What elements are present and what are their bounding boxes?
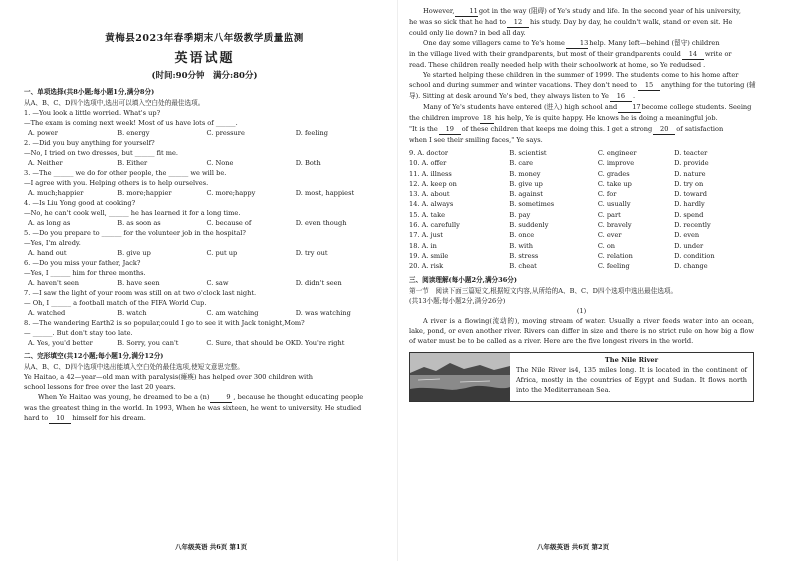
- table-row: [409, 230, 754, 240]
- section3-instruction: 第一节 阅读下面三篇短文,根据短文内容,从所给的A、B、C、D四个选项中选出最佳选项。: [409, 286, 678, 295]
- answer-option[interactable]: C. because of: [206, 219, 252, 227]
- cloze-passage-line: However, 11got in the way (阻碍) of Ye's study and life. In the second year of his university,: [423, 7, 741, 15]
- answer-option[interactable]: B. scientist: [509, 149, 547, 157]
- cloze-passage-line: school lessons for free over the last 20 years.: [24, 383, 176, 391]
- answer-blank[interactable]: 11: [455, 6, 477, 17]
- answer-option[interactable]: B. give up: [117, 249, 151, 257]
- table-row: [409, 241, 754, 251]
- answer-option[interactable]: 10. A. offer: [409, 159, 447, 168]
- answer-blank[interactable]: 12: [507, 17, 529, 28]
- cloze-passage-line: in the village lived with their grandparents, but most of their grandparents could 14 write or: [409, 50, 732, 58]
- table-row: [409, 179, 754, 189]
- exam-time-info: (时间:90分钟 满分:80分): [151, 71, 258, 81]
- cloze-passage-line: Many of Ye's students have entered (进入) high school and 17become college students. Seeing: [423, 103, 752, 111]
- answer-option[interactable]: A. Yes, you'd better: [28, 339, 93, 347]
- question-response-line: —No, I tried on two dresses, but ______ fit me.: [24, 149, 179, 157]
- question-options: [24, 218, 385, 228]
- question-response-line: —Yes, I'm alredy.: [24, 239, 81, 247]
- question-line: 4. —Is Liu Yong good at cooking?: [24, 199, 136, 207]
- table-row: [409, 199, 754, 209]
- answer-option[interactable]: 19. A. smile: [409, 251, 449, 260]
- answer-option[interactable]: A. as long as: [28, 219, 71, 227]
- answer-option[interactable]: C. bravely: [597, 221, 632, 230]
- answer-option[interactable]: D. feeling: [295, 129, 328, 137]
- answer-option[interactable]: B. energy: [117, 129, 150, 137]
- answer-option[interactable]: D. spend: [674, 210, 704, 219]
- answer-blank[interactable]: 9: [210, 392, 232, 403]
- question-options: [24, 278, 385, 288]
- river-paragraph: A river is a flowing(流动的), moving stream of water. Usually a river feeds water into an ocean, lake, pond, or even another river. Rivers can differ in size and there is no strict rule on how big a flow of water must be to be called as a river. Here are the five longest rivers in the world.: [409, 316, 754, 345]
- table-row: [409, 261, 754, 271]
- answer-option[interactable]: A. Neither: [28, 159, 63, 167]
- subject-title: 英语试题: [174, 51, 235, 66]
- answer-blank[interactable]: 10: [49, 413, 71, 424]
- question-line: 6. —Do you miss your father, Jack?: [24, 259, 141, 267]
- answer-blank[interactable]: 19: [439, 124, 461, 135]
- section3-header: 三、阅读理解(每小题2分,满分36分): [409, 275, 518, 284]
- answer-option[interactable]: 20. A. risk: [409, 262, 444, 271]
- answer-option[interactable]: D. most, happiest: [295, 189, 355, 197]
- cloze-options-table: [409, 148, 754, 272]
- exam-title: 黄梅县2023年春季期末八年级教学质量监测: [105, 33, 304, 44]
- answer-option[interactable]: B. stress: [509, 251, 539, 260]
- answer-option[interactable]: D. didn't seen: [295, 279, 342, 287]
- answer-option[interactable]: B. with: [509, 241, 534, 250]
- cloze-passage-line: Ye started helping these children in the summer of 1999. The students come to his home after: [423, 71, 739, 79]
- answer-option[interactable]: A. hand out: [28, 249, 67, 257]
- cloze-passage-line: read. These children really needed help with their schoolwork at home, so Ye redudsed .: [409, 61, 706, 69]
- answer-option[interactable]: D. You're right: [295, 339, 345, 347]
- answer-option[interactable]: B. care: [509, 159, 534, 168]
- question-line: 2. —Did you buy anything for yourself?: [24, 139, 155, 147]
- answer-option[interactable]: C. pressure: [206, 129, 245, 137]
- question-options: [24, 188, 385, 198]
- question-line: 3. —The ______ we do for other people, the ______ we will be.: [24, 169, 227, 177]
- question-response-line: —Yes, I ______ him for three months.: [24, 269, 146, 277]
- nile-description: The Nile River is4, 135 miles long. It is located in the continent of Africa, mostly in the countries of Egypt and Sudan. It flows north into the Mediterranean Sea.: [516, 365, 747, 394]
- section2-instruction: 从A、B、C、D四个选项中选出能填入空白处的最佳选项,使短文意思完整。: [24, 363, 244, 371]
- answer-option[interactable]: B. Either: [117, 159, 148, 167]
- answer-blank[interactable]: 17: [618, 102, 640, 113]
- page-footer: 八年级英语 共6页 第2页: [537, 543, 610, 551]
- answer-option[interactable]: D. change: [674, 262, 708, 271]
- section3-instruction-2: (共13小题;每小题2分,满分26分): [409, 296, 506, 305]
- answer-option[interactable]: C. ever: [597, 231, 622, 240]
- section1-instruction: 从A、B、C、D四个选项中,选出可以填入空白处的最佳选项。: [24, 99, 205, 107]
- answer-blank[interactable]: 20: [653, 124, 675, 135]
- nile-box: [409, 352, 754, 402]
- answer-option[interactable]: A. watched: [28, 309, 66, 317]
- right-page: [397, 0, 794, 561]
- answer-option[interactable]: C. None: [206, 159, 234, 167]
- cloze-passage-line: was the greatest thing in the world. In 1993, When he was sixteen, he went to university. He studied: [24, 404, 362, 412]
- section2-header: 二、完形填空(共12小题;每小题1分,满分12分): [24, 352, 164, 360]
- question-line: 1. —You look a little worried. What's up?: [24, 109, 161, 117]
- question-response-line: —The exam is coming next week! Most of us have lots of ______.: [24, 119, 238, 127]
- cloze-passage-line: "It is the 19 of these children that keeps me doing this. I get a strong 20 of satisfaction: [409, 125, 724, 133]
- table-row: [409, 220, 754, 230]
- answer-option[interactable]: D. toward: [674, 190, 707, 199]
- cloze-passage-line: he was so sick that he had to 12 his study. Day by day, he couldn't walk, stand or even sit. He: [409, 18, 733, 26]
- answer-option[interactable]: C. put up: [206, 249, 238, 257]
- question-options: [24, 128, 385, 138]
- section1-header: 一、单项选择(共8小题;每小题1分,满分8分): [24, 88, 155, 96]
- answer-blank[interactable]: 14: [682, 49, 704, 60]
- answer-option[interactable]: D. under: [674, 241, 704, 250]
- answer-option[interactable]: C. relation: [597, 251, 633, 260]
- question-options: [24, 248, 385, 258]
- page-footer: 八年级英语 共6页 第1页: [175, 543, 248, 551]
- answer-option[interactable]: B. sometimes: [509, 200, 555, 209]
- question-response-line: — ______. But don't stay too late.: [24, 329, 133, 337]
- table-row: [409, 169, 754, 179]
- question-line: 7. —I saw the light of your room was still on at two o'clock last night.: [24, 289, 257, 297]
- question-options: [24, 158, 385, 168]
- question-line: 5. —Do you prepare to ______ for the volunteer job in the hospital?: [24, 229, 246, 237]
- answer-option[interactable]: A. power: [28, 129, 58, 137]
- answer-option[interactable]: 16. A. carefully: [409, 221, 460, 230]
- answer-option[interactable]: D. nature: [674, 169, 706, 178]
- answer-option[interactable]: A. haven't seen: [28, 279, 79, 287]
- nile-title: The Nile River: [604, 355, 659, 364]
- answer-blank[interactable]: 15: [638, 80, 660, 91]
- table-row: [409, 251, 754, 261]
- answer-option[interactable]: D. teacter: [674, 149, 708, 157]
- answer-option[interactable]: C. for: [597, 190, 617, 199]
- cloze-passage-line: 导). Sitting at desk around Ye's bed, they always listen to Ye 16 .: [409, 92, 636, 100]
- cloze-passage-line: school and during summer and winter vacations. They don't need to 15 anything for the tutoring (辅: [409, 81, 756, 89]
- answer-option[interactable]: B. Sorry, you can't: [117, 339, 179, 347]
- answer-option[interactable]: B. watch: [117, 309, 147, 317]
- table-row: [409, 189, 754, 199]
- answer-option[interactable]: 18. A. in: [409, 241, 437, 250]
- question-response-line: —No, he can't cook well, ______ he has learned it for a long time.: [24, 209, 241, 217]
- answer-option[interactable]: D. recently: [674, 221, 711, 230]
- answer-option[interactable]: 17. A. just: [409, 231, 443, 240]
- passage-number: (1): [576, 306, 587, 315]
- answer-option[interactable]: C. feeling: [597, 262, 630, 271]
- answer-option[interactable]: C. take up: [597, 179, 632, 188]
- answer-blank[interactable]: 18: [480, 113, 494, 124]
- answer-option[interactable]: D. try on: [674, 179, 704, 188]
- question-options: [24, 338, 385, 348]
- cloze-passage-line: hard to 10 himself for his dream.: [24, 414, 146, 422]
- answer-blank[interactable]: 16: [610, 91, 632, 102]
- table-row: [409, 210, 754, 220]
- cloze-passage-line: the children improve 18 his help, Ye is quite happy. He knows he is doing a meaningful job.: [409, 114, 718, 122]
- table-row: [409, 158, 754, 168]
- answer-option[interactable]: C. usually: [597, 200, 631, 209]
- answer-option[interactable]: B. as soon as: [117, 219, 161, 227]
- answer-option[interactable]: 14. A. always: [409, 200, 454, 209]
- answer-option[interactable]: C. on: [597, 241, 616, 250]
- answer-option[interactable]: C. grades: [597, 169, 630, 178]
- answer-option[interactable]: B. against: [509, 190, 543, 199]
- answer-option[interactable]: B. cheat: [509, 262, 537, 271]
- answer-option[interactable]: B. more;happier: [117, 189, 172, 197]
- answer-option[interactable]: A. much;happier: [28, 189, 84, 197]
- answer-option[interactable]: C. engineer: [597, 149, 637, 157]
- answer-option[interactable]: D. even: [674, 231, 700, 240]
- answer-option[interactable]: D. condition: [674, 251, 715, 260]
- answer-option[interactable]: B. have seen: [117, 279, 160, 287]
- answer-option[interactable]: B. once: [509, 231, 535, 240]
- answer-option[interactable]: B. suddenly: [509, 221, 549, 230]
- answer-option[interactable]: 15. A. take: [409, 210, 446, 219]
- answer-option[interactable]: D. provide: [674, 159, 709, 168]
- cloze-passage-line: One day some villagers came to Ye's home 13help. Many left—behind (留守) children: [423, 39, 720, 47]
- answer-option[interactable]: 13. A. about: [409, 190, 450, 199]
- answer-option[interactable]: C. improve: [597, 159, 635, 168]
- cloze-passage-line: When Ye Haitao was young, he dreamed to be a (n) 9 , because he thought educating people: [38, 393, 364, 401]
- answer-option[interactable]: D. Both: [295, 159, 321, 167]
- multiple-choice-list: [24, 108, 385, 348]
- question-response-line: — Oh, I ______ a football match of the FIFA World Cup.: [24, 299, 207, 307]
- answer-option[interactable]: C. saw: [206, 279, 229, 287]
- answer-blank[interactable]: 13: [566, 38, 588, 49]
- answer-option[interactable]: B. pay: [509, 210, 531, 219]
- answer-option[interactable]: D. even though: [295, 219, 347, 227]
- answer-option[interactable]: D. hardly: [674, 200, 705, 209]
- cloze-passage-line: Ye Haitao, a 42—year—old man with paralysis(瘫痪) has helped over 300 children with: [24, 373, 313, 381]
- answer-option[interactable]: B. money: [509, 169, 541, 178]
- question-line: 8. —The wandering Earth2 is so popular,could I go to see it with Jack tonight,Mom?: [24, 319, 305, 327]
- table-row: [409, 148, 754, 158]
- answer-option[interactable]: 11. A. illness: [409, 169, 452, 178]
- answer-option[interactable]: B. give up: [509, 179, 543, 188]
- answer-option[interactable]: 12. A. keep on: [409, 179, 457, 188]
- answer-option[interactable]: D. try out: [295, 249, 328, 257]
- answer-option[interactable]: C. more;happy: [206, 189, 256, 197]
- nile-river-photo: [410, 353, 510, 401]
- cloze-passage-line: could only lie down? in bed all day.: [409, 29, 526, 37]
- question-options: [24, 308, 385, 318]
- cloze-passage-line: when I see their smiling faces," Ye says.: [409, 136, 543, 144]
- answer-option[interactable]: D. was watching: [295, 309, 351, 317]
- nile-text-block: [510, 353, 753, 401]
- answer-option[interactable]: C. Sure, that should be OK: [206, 339, 296, 347]
- answer-option[interactable]: C. am watching: [206, 309, 259, 317]
- answer-option[interactable]: C. part: [597, 210, 621, 219]
- answer-option[interactable]: 9. A. doctor: [409, 149, 448, 157]
- question-response-line: —I agree with you. Helping others is to help ourselves.: [24, 179, 209, 187]
